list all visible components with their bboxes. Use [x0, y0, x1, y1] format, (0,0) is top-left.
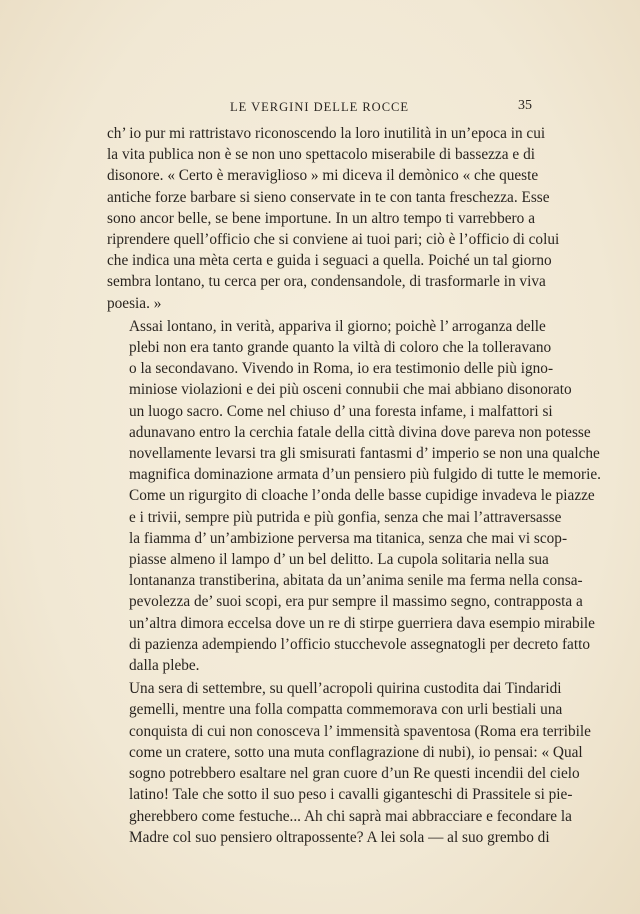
text-line: piasse almeno il lampo d’ un bel delitto. La cupola solitaria nella sua	[129, 551, 549, 569]
text-line: disonore. « Certo è meraviglioso » mi diceva il demònico « che queste	[107, 167, 539, 185]
text-line: come un cratere, sotto una muta conflagrazione di nubi), io pensai: « Qual	[129, 743, 583, 761]
text-line: adunavano entro la cerchia fatale della città divina dove pareva non potesse	[129, 423, 591, 441]
text-line: Assai lontano, in verità, appariva il giorno; poichè l’ arroganza delle	[129, 317, 546, 335]
text-line: Madre col suo pensiero oltrapossente? A lei sola — al suo grembo di	[129, 828, 550, 846]
paragraph-3	[107, 678, 591, 848]
text-line: di pazienza adempiendo l’officio stucchevole assegnatogli per decreto fatto	[129, 635, 590, 653]
text-line: lontananza transtiberina, abitata da un’anima senile ma ferma nella consa-	[129, 572, 583, 590]
text-line: sogno potrebbero esaltare nel gran cuore d’un Re questi incendii del cielo	[129, 765, 580, 783]
text-line: sembra lontano, tu cerca per ora, condensandole, di trasformarle in viva	[107, 273, 546, 291]
page-header	[107, 100, 532, 120]
text-line: e i trivii, sempre più putrida e più gonfia, senza che mai l’attraversasse	[129, 508, 562, 526]
text-line: la vita publica non è se non uno spettacolo miserabile di bassezza e di	[107, 146, 535, 164]
text-line: latino! Tale che sotto il suo peso i cavalli giganteschi di Prassitele si pie-	[129, 786, 573, 804]
text-line: Come un rigurgito di cloache l’onda delle basse cupidige invadeva le piazze	[129, 487, 595, 505]
text-line: dalla plebe.	[129, 657, 200, 675]
text-line: che indica una mèta certa e guida i seguaci a quella. Poiché un tal giorno	[107, 252, 552, 270]
text-line: novellamente levarsi tra gli smisurati fantasmi d’ imperio se non una qualche	[129, 445, 600, 463]
text-line: miniose violazioni e dei più osceni connubii che mai abbiano disonorato	[129, 381, 572, 399]
text-line: Una sera di settembre, su quell’acropoli quirina custodita dai Tindaridi	[129, 680, 562, 698]
running-title: LE VERGINI DELLE ROCCE	[229, 100, 410, 114]
page-number: 35	[518, 98, 532, 113]
text-line: un’altra dimora eccelsa dove un re di stirpe guerriera dava esempio mirabile	[129, 614, 595, 632]
text-line: poesia. »	[107, 294, 162, 312]
text-line: antiche forze barbare si sieno conservate in te con tanta freschezza. Esse	[107, 188, 550, 206]
text-line: riprendere quell’officio che si conviene ai tuoi pari; ciò è l’officio di colui	[107, 231, 560, 249]
text-line: plebi non era tanto grande quanto la viltà di coloro che la tolleravano	[129, 339, 552, 357]
text-line: o la secondavano. Vivendo in Roma, io era testimonio delle più igno-	[129, 360, 554, 378]
text-line: un luogo sacro. Come nel chiuso d’ una foresta infame, i malfattori si	[129, 402, 553, 420]
body-text	[107, 123, 601, 848]
text-line: magnifica dominazione armata d’un pensiero più fulgido di tutte le memorie.	[129, 466, 601, 484]
paragraph-1	[107, 123, 560, 314]
text-line: gherebbero come festuche... Ah chi saprà mai abbracciare e fecondare la	[129, 807, 572, 825]
text-line: sono ancor belle, se bene importune. In un altro tempo ti varrebbero a	[107, 209, 535, 227]
text-line: la fiamma d’ un’ambizione perversa ma titanica, senza che mai vi scop-	[129, 529, 568, 547]
text-line: conquista di cui non conosceva l’ immensità spaventosa (Roma era terribile	[129, 722, 591, 740]
text-line: gemelli, mentre una folla compatta commemorava con urli bestiali una	[129, 701, 563, 719]
text-line: pevolezza de’ suoi scopi, era pur sempre il massimo segno, contrapposta a	[129, 593, 583, 611]
paragraph-2	[107, 316, 601, 676]
text-line: ch’ io pur mi rattristavo riconoscendo la loro inutilità in un’epoca in cui	[107, 125, 546, 142]
